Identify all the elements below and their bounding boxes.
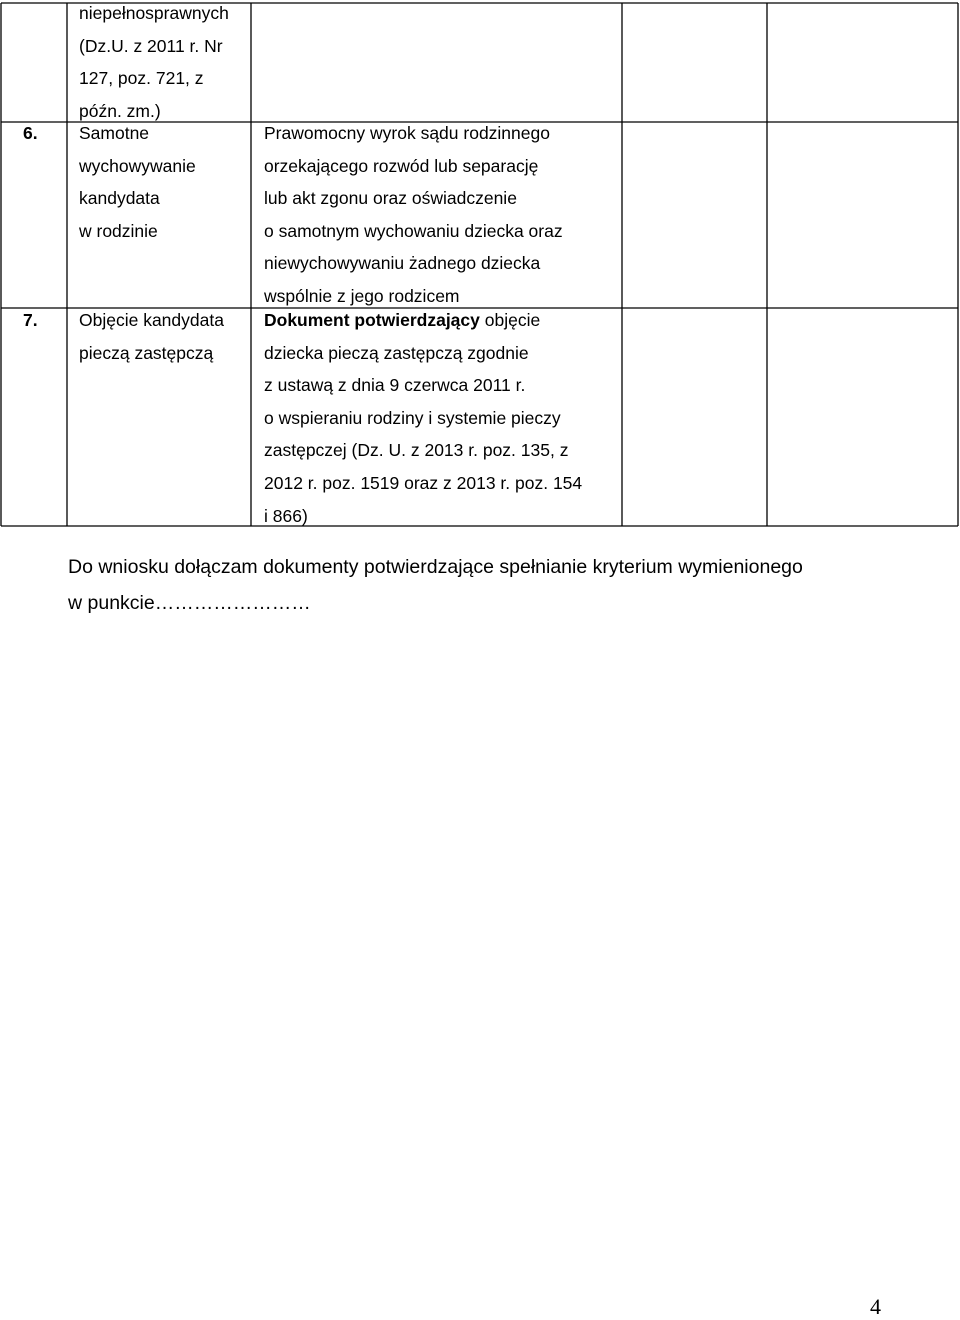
document-row7 — [264, 304, 582, 532]
document-line: 2012 r. poz. 1519 oraz z 2013 r. poz. 154 — [264, 472, 583, 493]
document-line: i 866) — [264, 505, 308, 526]
criterion-line: Samotne — [79, 123, 150, 143]
row-number-7: 7. — [23, 310, 38, 330]
document-lead-rest: objęcie — [479, 310, 541, 330]
criterion-row7 — [79, 304, 224, 369]
document-line: wspólnie z jego rodzicem — [264, 285, 460, 306]
document-line: o samotnym wychowaniu dziecka oraz — [264, 220, 563, 241]
criterion-line: Objęcie kandydata — [79, 310, 224, 330]
criterion-line: późn. zm.) — [79, 100, 161, 121]
document-line: dziecka pieczą zastępczą zgodnie — [264, 342, 529, 363]
document-line: o wspieraniu rodziny i systemie pieczy — [264, 407, 561, 428]
attachment-statement — [68, 549, 928, 621]
criterion-row6 — [67, 117, 237, 247]
criterion-line: pieczą zastępczą — [79, 342, 214, 363]
document-line: niewychowywaniu żadnego dziecka — [264, 253, 541, 274]
attachment-line-2: w punkcie…………………… — [68, 592, 311, 614]
document-line: orzekającego rozwód lub separację — [264, 155, 539, 176]
criterion-line: 127, poz. 721, z — [79, 68, 204, 89]
criterion-line: (Dz.U. z 2011 r. Nr — [79, 35, 223, 56]
document-row6 — [264, 117, 563, 313]
document-line: lub akt zgonu oraz oświadczenie — [264, 188, 517, 209]
document-line-first — [264, 304, 582, 337]
criterion-line: w rodzinie — [79, 220, 158, 241]
document-line: z ustawą z dnia 9 czerwca 2011 r. — [264, 375, 526, 396]
document-line: zastępczej (Dz. U. z 2013 r. poz. 135, z — [264, 440, 569, 461]
attachment-line-1: Do wniosku dołączam dokumenty potwierdzające spełnianie kryterium wymienionego — [68, 556, 803, 578]
criterion-line: wychowywanie — [79, 155, 196, 176]
criterion-line: kandydata — [79, 188, 160, 209]
criterion-line: niepełnosprawnych — [79, 3, 229, 23]
row-number-6: 6. — [23, 123, 38, 143]
criterion-continuation — [79, 0, 229, 127]
page-number: 4 — [870, 1294, 881, 1319]
document-line: Prawomocny wyrok sądu rodzinnego — [264, 123, 550, 143]
document-bold-lead: Dokument potwierdzający — [264, 310, 480, 330]
